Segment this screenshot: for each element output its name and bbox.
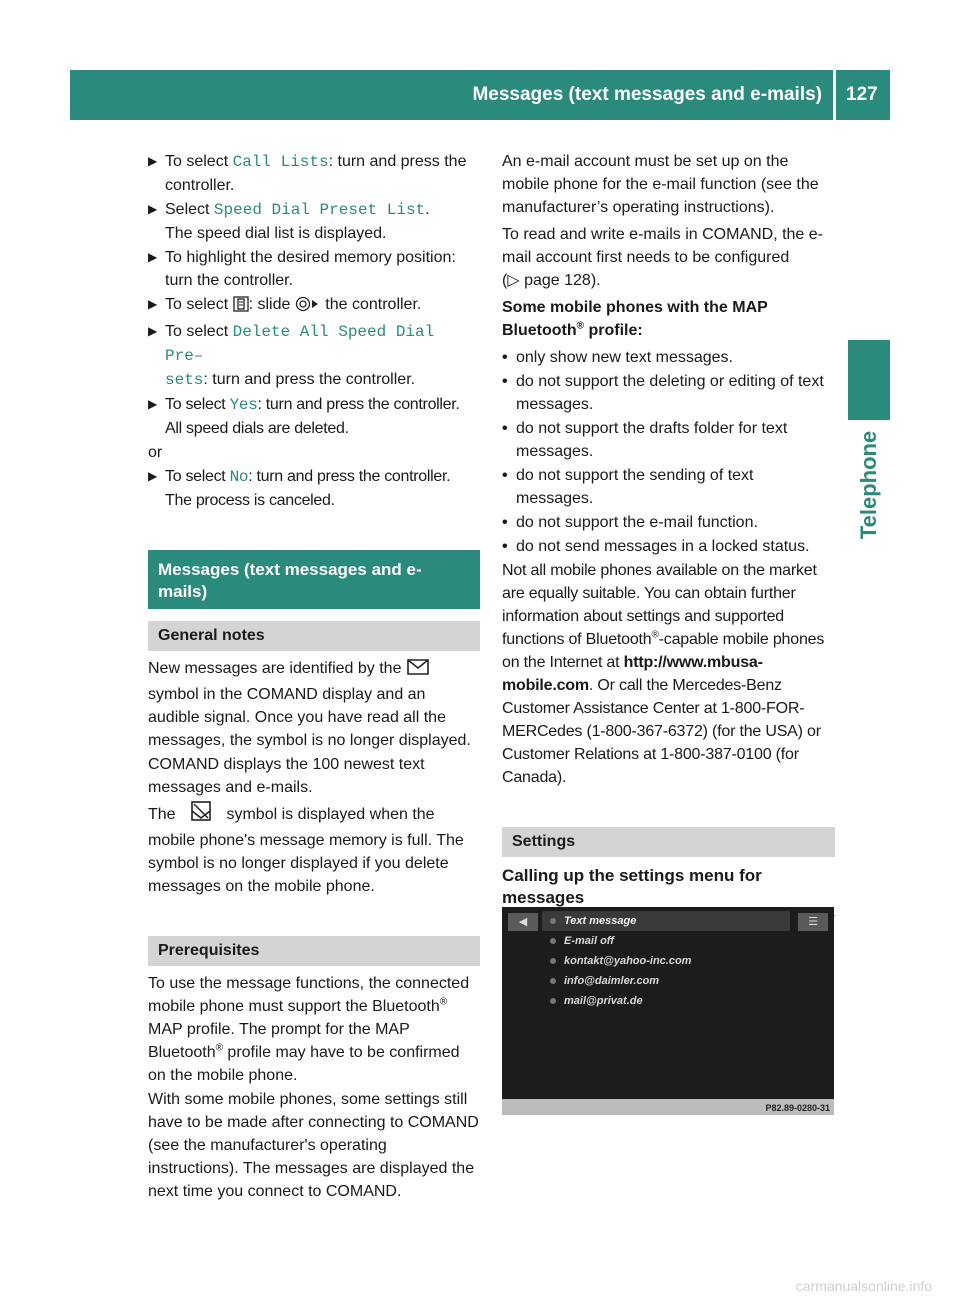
screen-list-item <box>542 971 790 991</box>
subsection-general-notes: General notes <box>148 621 480 651</box>
side-tab-marker <box>848 340 890 420</box>
arrow-bullet-icon: ▶ <box>148 250 158 264</box>
list-item <box>502 346 835 369</box>
radio-icon <box>550 998 556 1004</box>
right-column <box>502 150 835 916</box>
controller-slide-icon <box>295 296 321 319</box>
paragraph: With some mobile phones, some settings still have to be made after connecting to COMAND (see the manufacturer's operating instructions). The messages are displayed the next time you connect to COMAND. <box>148 1091 479 1200</box>
screen-list-item <box>542 931 790 951</box>
arrow-bullet-icon: ▶ <box>148 397 157 411</box>
settings-menu-list <box>542 911 790 1011</box>
paragraph <box>502 559 835 789</box>
subsection-settings: Settings <box>502 827 835 857</box>
step-item <box>148 320 480 392</box>
paragraph-text: New messages are identified by the <box>148 660 406 677</box>
back-button-icon: ◀ <box>508 913 538 931</box>
screen-item-label: info@daimler.com <box>564 975 660 987</box>
list-item-text: do not support the drafts folder for text messages. <box>516 420 788 460</box>
registered-mark: ® <box>215 1042 223 1054</box>
list-item-text: do not send messages in a locked status. <box>516 538 810 555</box>
message-full-icon <box>190 800 212 829</box>
step-text: the controller. <box>320 296 422 313</box>
screen-item-label: Text message <box>564 915 637 927</box>
menu-item-delete-all: Delete All Speed Dial Pre– <box>165 323 435 365</box>
list-item-text: only show new text messages. <box>516 349 733 366</box>
step-item <box>148 198 480 245</box>
radio-icon <box>550 958 556 964</box>
step-text: : slide <box>248 296 295 313</box>
header-divider <box>833 70 836 120</box>
arrow-bullet-icon: ▶ <box>148 469 157 483</box>
or-label: or <box>148 444 163 461</box>
paragraph-text: To use the message functions, the connected mobile phone must support the Bluetooth <box>148 975 470 1015</box>
radio-icon <box>550 938 556 944</box>
registered-mark: ® <box>651 629 659 641</box>
checkbox-icon <box>550 918 556 924</box>
step-text: . <box>425 201 430 218</box>
page-reference: (▷ page 128). <box>502 272 601 289</box>
paragraph: An e-mail account must be set up on the mobile phone for the e-mail function (see the manufacturer’s operating instructions). <box>502 153 819 216</box>
page-number: 127 <box>846 84 878 105</box>
comand-display-screenshot <box>502 907 834 1115</box>
step-result: All speed dials are deleted. <box>165 420 349 437</box>
screen-list-item <box>542 951 790 971</box>
website-link[interactable]: http://www.mbusa-mobile.com <box>502 654 763 694</box>
step-text: To select <box>165 296 233 313</box>
step-text: To select <box>165 153 233 170</box>
paragraph-text: The <box>148 806 181 823</box>
bullet-icon: • <box>502 373 508 390</box>
paragraph-text: profile may have to be confirmed on the mobile phone. <box>148 1044 460 1084</box>
paragraph-text: . Or call the Mercedes-Benz Customer Assistance Center at 1-800-FOR-MERCedes (1-800-367-6372) (for the USA) or Customer Relations at 1-800-387-0100 (for Canada). <box>502 677 821 786</box>
step-result: The speed dial list is displayed. <box>165 225 387 242</box>
bullet-icon: • <box>502 514 508 531</box>
step-item <box>148 293 480 319</box>
paragraph-text: To read and write e-mails in COMAND, the e-mail account first needs to be configured <box>502 226 823 266</box>
arrow-bullet-icon: ▶ <box>148 324 158 338</box>
paragraph <box>148 800 480 898</box>
step-text: To highlight the desired memory position: turn the controller. <box>165 249 456 289</box>
paragraph <box>148 657 480 752</box>
arrow-bullet-icon: ▶ <box>148 202 158 216</box>
list-item <box>502 417 835 463</box>
left-column <box>148 150 480 1204</box>
menu-item-call-lists: Call Lists <box>232 153 329 171</box>
map-profile-heading <box>502 296 835 342</box>
step-item <box>148 465 480 512</box>
envelope-icon <box>406 658 430 683</box>
screen-list-item <box>542 911 790 931</box>
settings-menu-heading: Calling up the settings menu for messages <box>502 865 835 916</box>
screen-list-item <box>542 991 790 1011</box>
paragraph-text: -capable mobile phones on the Internet at <box>502 631 825 671</box>
watermark: carmanualsonline.info <box>795 1278 932 1294</box>
figure-code: P82.89-0280-31 <box>765 1103 830 1113</box>
bullet-icon: • <box>502 538 508 555</box>
step-text: : turn and press the controller. <box>248 468 451 485</box>
step-text: : turn and press the controller. <box>165 153 467 194</box>
step-text: To select <box>165 323 233 340</box>
arrow-bullet-icon: ▶ <box>148 297 158 311</box>
paragraph <box>502 223 835 292</box>
bullet-icon: • <box>502 467 508 484</box>
screen-item-label: E-mail off <box>564 935 614 947</box>
list-item <box>502 464 835 510</box>
step-text: To select <box>165 468 230 485</box>
step-text: Select <box>165 201 214 218</box>
heading-text: Some mobile phones with the MAP Bluetooth <box>502 299 768 339</box>
list-item <box>502 535 835 558</box>
paragraph-text: symbol in the COMAND display and an audible signal. Once you have read all the messages, the symbol is no longer displayed. <box>148 686 471 749</box>
paragraph <box>148 972 480 1087</box>
list-item-text: do not support the deleting or editing of text messages. <box>516 373 824 413</box>
menu-item-delete-all-cont: sets <box>165 371 204 389</box>
step-text: To select <box>165 396 230 413</box>
step-text: : turn and press the controller. <box>257 396 460 413</box>
arrow-bullet-icon: ▶ <box>148 154 158 168</box>
registered-mark: ® <box>576 320 585 332</box>
registered-mark: ® <box>439 996 448 1008</box>
subsection-prerequisites: Prerequisites <box>148 936 480 966</box>
bullet-icon: • <box>502 349 508 366</box>
page-header-title: Messages (text messages and e-mails) <box>472 84 822 105</box>
step-item <box>148 393 480 440</box>
paragraph-text: symbol is displayed when the mobile phone's message memory is full. The symbol is no longer displayed if you delete messages on the mobile phone. <box>148 806 464 895</box>
paragraph-text: Not all mobile phones available on the market are equally suitable. You can obtain further information about settings and supported functions of Bluetooth <box>502 562 817 648</box>
menu-item-speed-dial: Speed Dial Preset List <box>213 201 426 219</box>
screen-item-label: mail@privat.de <box>564 995 643 1007</box>
screen-item-label: kontakt@yahoo-inc.com <box>564 955 692 967</box>
bullet-icon: • <box>502 420 508 437</box>
side-tab <box>848 420 890 550</box>
options-button-icon: ☰ <box>798 913 828 931</box>
side-tab-label: Telephone <box>856 430 881 540</box>
phone-menu-icon <box>233 296 249 319</box>
step-text: : turn and press the controller. <box>203 371 416 388</box>
step-result: The process is canceled. <box>165 492 335 509</box>
step-item <box>148 150 480 197</box>
step-item <box>148 246 480 292</box>
section-title: Messages (text messages and e-mails) <box>148 550 480 609</box>
paragraph: COMAND displays the 100 newest text messages and e-mails. <box>148 756 425 796</box>
heading-text: profile: <box>584 322 643 339</box>
menu-item-yes: Yes <box>229 396 258 414</box>
list-item-text: do not support the sending of text messages. <box>516 467 754 507</box>
list-item-text: do not support the e-mail function. <box>516 514 758 531</box>
list-item <box>502 370 835 416</box>
list-item <box>502 511 835 534</box>
paragraph-text: MAP profile. The prompt for the MAP Bluetooth <box>148 1021 410 1061</box>
radio-icon <box>550 978 556 984</box>
menu-item-no: No <box>229 468 249 486</box>
